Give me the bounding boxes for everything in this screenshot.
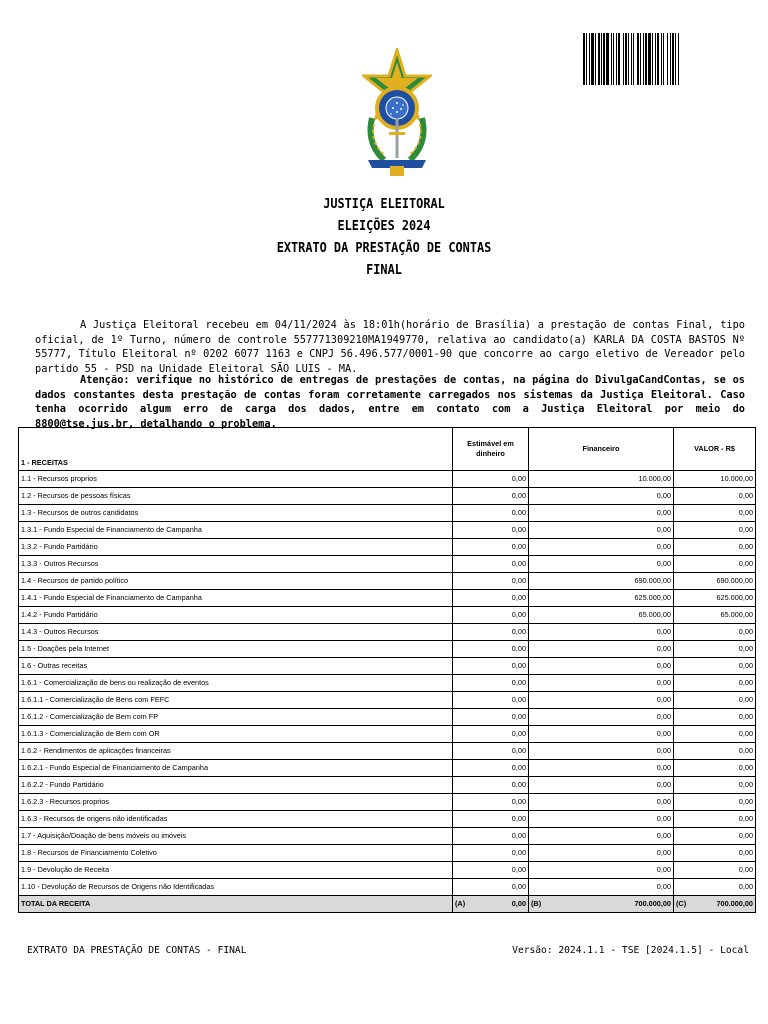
row-valor: 65.000,00 bbox=[674, 607, 756, 624]
row-estimavel: 0,00 bbox=[453, 539, 529, 556]
row-estimavel: 0,00 bbox=[453, 862, 529, 879]
row-valor: 0,00 bbox=[674, 709, 756, 726]
title-line-extrato: EXTRATO DA PRESTAÇÃO DE CONTAS bbox=[276, 240, 492, 256]
row-valor: 690.000,00 bbox=[674, 573, 756, 590]
table-row bbox=[19, 471, 756, 488]
row-valor: 0,00 bbox=[674, 726, 756, 743]
section-heading-receitas: 1 - RECEITAS bbox=[19, 428, 453, 471]
total-estimavel-tag: (A) bbox=[455, 899, 466, 908]
table-row bbox=[19, 675, 756, 692]
attention-paragraph bbox=[35, 373, 745, 431]
row-financeiro: 0,00 bbox=[529, 658, 674, 675]
row-label: 1.10 - Devolução de Recursos de Origens não Identificadas bbox=[19, 879, 453, 896]
table-row bbox=[19, 590, 756, 607]
row-estimavel: 0,00 bbox=[453, 658, 529, 675]
row-estimavel: 0,00 bbox=[453, 743, 529, 760]
row-label: 1.3.2 - Fundo Partidário bbox=[19, 539, 453, 556]
row-label: 1.6.1.2 - Comercialização de Bem com FP bbox=[19, 709, 453, 726]
table-row bbox=[19, 828, 756, 845]
row-financeiro: 65.000,00 bbox=[529, 607, 674, 624]
table-row bbox=[19, 607, 756, 624]
row-estimavel: 0,00 bbox=[453, 556, 529, 573]
row-estimavel: 0,00 bbox=[453, 522, 529, 539]
row-valor: 0,00 bbox=[674, 658, 756, 675]
table-header-row bbox=[19, 428, 756, 471]
row-label: 1.6.3 - Recursos de origens não identificadas bbox=[19, 811, 453, 828]
row-label: 1.6 - Outras receitas bbox=[19, 658, 453, 675]
intro-paragraph-text: A Justiça Eleitoral recebeu em 04/11/2024 às 18:01h(horário de Brasília) a prestação de contas Final, tipo oficial, de 1º Turno, número de controle 557771309210MA1949770, relativa ao candidato(a) KARLA DA COSTA BASTOS Nº 55777, Título Eleitoral nº 0202 6077 1163 e CNPJ 56.496.577/0001-90 que concorre ao cargo eletivo de Vereador pelo partido 55 - PSD na Unidade Eleitoral SÃO LUIS - MA. bbox=[35, 319, 745, 375]
row-label: 1.6.2 - Rendimentos de aplicações financeiras bbox=[19, 743, 453, 760]
row-label: 1.6.2.2 - Fundo Partidário bbox=[19, 777, 453, 794]
row-financeiro: 0,00 bbox=[529, 624, 674, 641]
row-estimavel: 0,00 bbox=[453, 879, 529, 896]
row-financeiro: 0,00 bbox=[529, 522, 674, 539]
row-valor: 0,00 bbox=[674, 828, 756, 845]
row-financeiro: 0,00 bbox=[529, 828, 674, 845]
document-title bbox=[46, 193, 722, 281]
table-row bbox=[19, 777, 756, 794]
barcode-icon bbox=[583, 33, 749, 85]
row-estimavel: 0,00 bbox=[453, 760, 529, 777]
row-financeiro: 0,00 bbox=[529, 777, 674, 794]
table-row bbox=[19, 522, 756, 539]
intro-paragraph bbox=[35, 318, 745, 376]
row-label: 1.4.2 - Fundo Partidário bbox=[19, 607, 453, 624]
row-valor: 0,00 bbox=[674, 624, 756, 641]
table-row bbox=[19, 811, 756, 828]
row-valor: 0,00 bbox=[674, 522, 756, 539]
row-financeiro: 690.000,00 bbox=[529, 573, 674, 590]
row-valor: 0,00 bbox=[674, 743, 756, 760]
row-estimavel: 0,00 bbox=[453, 488, 529, 505]
row-valor: 0,00 bbox=[674, 488, 756, 505]
row-label: 1.4.3 - Outros Recursos bbox=[19, 624, 453, 641]
row-label: 1.2 - Recursos de pessoas físicas bbox=[19, 488, 453, 505]
column-header-valor: VALOR - R$ bbox=[674, 428, 756, 471]
row-financeiro: 10.000,00 bbox=[529, 471, 674, 488]
row-valor: 0,00 bbox=[674, 811, 756, 828]
table-row bbox=[19, 573, 756, 590]
table-row bbox=[19, 658, 756, 675]
title-line-final: FINAL bbox=[366, 262, 402, 278]
row-estimavel: 0,00 bbox=[453, 641, 529, 658]
row-estimavel: 0,00 bbox=[453, 845, 529, 862]
row-estimavel: 0,00 bbox=[453, 777, 529, 794]
row-financeiro: 0,00 bbox=[529, 879, 674, 896]
row-valor: 0,00 bbox=[674, 777, 756, 794]
row-label: 1.6.2.3 - Recursos proprios bbox=[19, 794, 453, 811]
row-label: 1.5 - Doações pela Internet bbox=[19, 641, 453, 658]
column-header-estimavel: Estimável em dinheiro bbox=[453, 428, 529, 471]
row-financeiro: 0,00 bbox=[529, 641, 674, 658]
row-financeiro: 0,00 bbox=[529, 488, 674, 505]
row-valor: 0,00 bbox=[674, 675, 756, 692]
row-label: 1.6.1.1 - Comercialização de Bens com FEFC bbox=[19, 692, 453, 709]
table-row bbox=[19, 879, 756, 896]
table-row bbox=[19, 794, 756, 811]
total-valor-value: 700.000,00 bbox=[716, 899, 753, 908]
attention-paragraph-text: Atenção: verifique no histórico de entregas de prestações de contas, na página do DivulgaCandContas, se os dados constantes desta prestação de contas foram corretamente carregados nos sistemas da Justiça Eleitoral. Caso tenha ocorrido algum erro de carga dos dados, entre em contato com a Justiça Eleitoral por meio do 8800@tse.jus.br, detalhando o problema. bbox=[35, 374, 745, 430]
row-valor: 0,00 bbox=[674, 794, 756, 811]
row-valor: 0,00 bbox=[674, 556, 756, 573]
table-row bbox=[19, 505, 756, 522]
row-financeiro: 0,00 bbox=[529, 709, 674, 726]
row-label: 1.4.1 - Fundo Especial de Financiamento de Campanha bbox=[19, 590, 453, 607]
row-estimavel: 0,00 bbox=[453, 709, 529, 726]
row-financeiro: 0,00 bbox=[529, 675, 674, 692]
title-line-eleicoes: ELEIÇÕES 2024 bbox=[337, 218, 431, 234]
column-header-financeiro: Financeiro bbox=[529, 428, 674, 471]
row-estimavel: 0,00 bbox=[453, 675, 529, 692]
total-financeiro bbox=[529, 896, 674, 913]
row-label: 1.6.2.1 - Fundo Especial de Financiamento de Campanha bbox=[19, 760, 453, 777]
row-financeiro: 0,00 bbox=[529, 556, 674, 573]
table-row bbox=[19, 692, 756, 709]
row-financeiro: 0,00 bbox=[529, 862, 674, 879]
table-row bbox=[19, 539, 756, 556]
table-row bbox=[19, 743, 756, 760]
row-estimavel: 0,00 bbox=[453, 828, 529, 845]
total-row bbox=[19, 896, 756, 913]
row-label: 1.9 - Devolução de Receita bbox=[19, 862, 453, 879]
table-row bbox=[19, 709, 756, 726]
row-estimavel: 0,00 bbox=[453, 471, 529, 488]
row-financeiro: 0,00 bbox=[529, 811, 674, 828]
row-estimavel: 0,00 bbox=[453, 607, 529, 624]
row-financeiro: 0,00 bbox=[529, 743, 674, 760]
row-valor: 625.000,00 bbox=[674, 590, 756, 607]
row-financeiro: 0,00 bbox=[529, 760, 674, 777]
row-financeiro: 0,00 bbox=[529, 726, 674, 743]
row-valor: 0,00 bbox=[674, 760, 756, 777]
row-estimavel: 0,00 bbox=[453, 573, 529, 590]
table-row bbox=[19, 624, 756, 641]
table-row bbox=[19, 556, 756, 573]
row-financeiro: 0,00 bbox=[529, 539, 674, 556]
row-estimavel: 0,00 bbox=[453, 624, 529, 641]
row-financeiro: 0,00 bbox=[529, 845, 674, 862]
row-label: 1.6.1.3 - Comercialização de Bem com OR bbox=[19, 726, 453, 743]
row-estimavel: 0,00 bbox=[453, 692, 529, 709]
row-valor: 0,00 bbox=[674, 641, 756, 658]
row-valor: 0,00 bbox=[674, 505, 756, 522]
row-valor: 0,00 bbox=[674, 879, 756, 896]
table-row bbox=[19, 726, 756, 743]
row-financeiro: 0,00 bbox=[529, 794, 674, 811]
brazil-coat-of-arms-icon bbox=[362, 48, 432, 178]
total-valor-tag: (C) bbox=[676, 899, 687, 908]
row-label: 1.3.1 - Fundo Especial de Financiamento de Campanha bbox=[19, 522, 453, 539]
table-row bbox=[19, 641, 756, 658]
row-financeiro: 0,00 bbox=[529, 505, 674, 522]
footer-document-name: EXTRATO DA PRESTAÇÃO DE CONTAS - FINAL bbox=[27, 945, 247, 956]
table-row bbox=[19, 488, 756, 505]
row-valor: 0,00 bbox=[674, 862, 756, 879]
row-label: 1.8 - Recursos de Financiamento Coletivo bbox=[19, 845, 453, 862]
total-estimavel-value: 0,00 bbox=[511, 899, 526, 908]
row-estimavel: 0,00 bbox=[453, 590, 529, 607]
table-row bbox=[19, 760, 756, 777]
row-label: 1.1 - Recursos proprios bbox=[19, 471, 453, 488]
row-label: 1.3.3 - Outros Recursos bbox=[19, 556, 453, 573]
row-label: 1.7 - Aquisição/Doação de bens móveis ou imóveis bbox=[19, 828, 453, 845]
row-label: 1.6.1 - Comercialização de bens ou realização de eventos bbox=[19, 675, 453, 692]
row-estimavel: 0,00 bbox=[453, 726, 529, 743]
total-valor bbox=[674, 896, 756, 913]
row-financeiro: 625.000,00 bbox=[529, 590, 674, 607]
footer-version: Versão: 2024.1.1 - TSE [2024.1.5] - Local bbox=[512, 945, 749, 956]
title-line-justica: JUSTIÇA ELEITORAL bbox=[323, 196, 445, 212]
table-row bbox=[19, 845, 756, 862]
row-valor: 0,00 bbox=[674, 692, 756, 709]
row-valor: 10.000,00 bbox=[674, 471, 756, 488]
row-estimavel: 0,00 bbox=[453, 811, 529, 828]
total-estimavel bbox=[453, 896, 529, 913]
row-valor: 0,00 bbox=[674, 539, 756, 556]
row-financeiro: 0,00 bbox=[529, 692, 674, 709]
total-financeiro-value: 700.000,00 bbox=[634, 899, 671, 908]
row-estimavel: 0,00 bbox=[453, 794, 529, 811]
row-valor: 0,00 bbox=[674, 845, 756, 862]
receitas-table bbox=[18, 427, 756, 913]
row-label: 1.4 - Recursos de partido político bbox=[19, 573, 453, 590]
row-estimavel: 0,00 bbox=[453, 505, 529, 522]
total-label: TOTAL DA RECEITA bbox=[19, 896, 453, 913]
total-financeiro-tag: (B) bbox=[531, 899, 542, 908]
row-label: 1.3 - Recursos de outros candidatos bbox=[19, 505, 453, 522]
table-row bbox=[19, 862, 756, 879]
